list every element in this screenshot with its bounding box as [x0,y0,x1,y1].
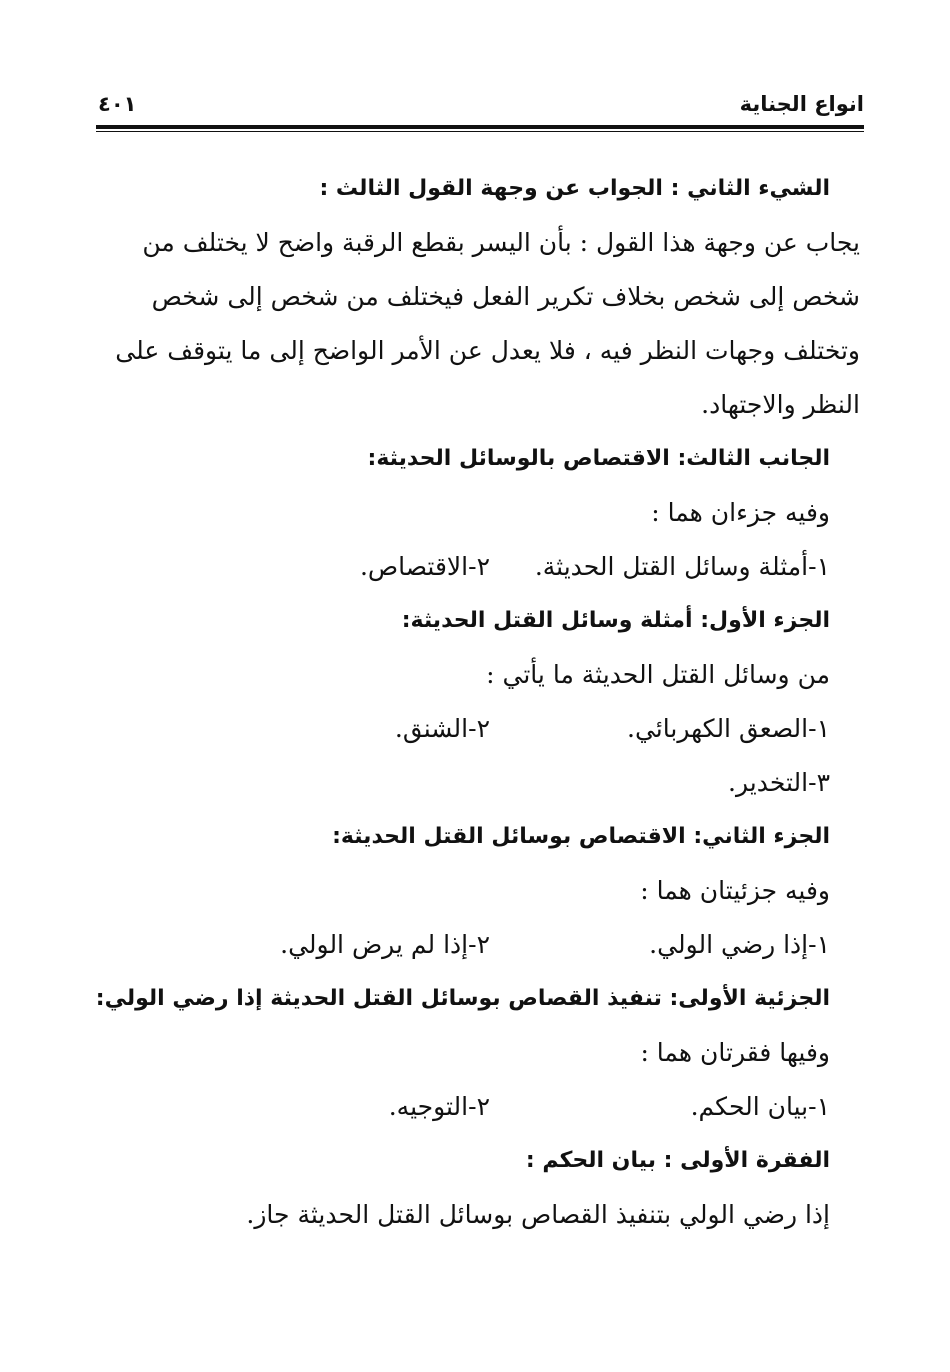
paragraph: من وسائل القتل الحديثة ما يأتي : [486,660,830,689]
list-row [100,702,830,756]
list-item: ٢-إذا لم يرض الولي. [280,930,490,959]
section-heading: الجزئية الأولى: تنفيذ القصاص بوسائل القتل الحديثة إذا رضي الولي: [95,986,830,1011]
list-item: ٢-الاقتصاص. [359,552,490,581]
section-heading: الفقرة الأولى : بيان الحكم : [525,1148,830,1173]
section-heading: الجانب الثالث: الاقتصاص بالوسائل الحديثة: [367,446,830,471]
paragraph: وفيه جزءان هما : [651,498,830,527]
list-item: ١-الصعق الكهربائي. [627,714,830,743]
section-heading: الجزء الأول: أمثلة وسائل القتل الحديثة: [401,608,830,633]
running-header [98,92,864,122]
paragraph: وفيه جزئيتان هما : [640,876,830,905]
paragraph: إذا رضي الولي بتنفيذ القصاص بوسائل القتل الحديثة جاز. [246,1200,830,1229]
section-heading: الشيء الثاني : الجواب عن وجهة القول الثالث : [319,176,830,201]
paragraph-line: وتختلف وجهات النظر فيه ، فلا يعدل عن الأمر الواضح إلى ما يتوقف على [115,336,860,365]
page-number: ٤٠١ [98,92,137,116]
paragraph-line: يجاب عن وجهة هذا القول : بأن اليسر بقطع الرقبة واضح لا يختلف من [142,228,860,257]
list-item: ١-إذا رضي الولي. [649,930,830,959]
paragraph [100,216,860,432]
section-heading: الجزء الثاني: الاقتصاص بوسائل القتل الحديثة: [332,824,830,849]
header-rule-thick [96,125,864,129]
list-row [100,540,830,594]
list-item: ١-أمثلة وسائل القتل الحديثة. [534,552,830,581]
list-item: ٣-التخدير. [728,768,830,797]
page-body [95,162,860,1242]
header-rule-thin [96,131,864,132]
list-item: ١-بيان الحكم. [690,1092,830,1121]
paragraph-line: النظر والاجتهاد. [701,390,860,419]
list-item: ٢-التوجيه. [388,1092,490,1121]
paragraph-line: شخص إلى شخص بخلاف تكرير الفعل فيختلف من شخص إلى شخص [151,282,860,311]
header-title: انواع الجناية [739,92,864,116]
list-item: ٢-الشنق. [394,714,490,743]
list-row [100,1080,830,1134]
list-row [100,918,830,972]
paragraph: وفيها فقرتان هما : [640,1038,830,1067]
